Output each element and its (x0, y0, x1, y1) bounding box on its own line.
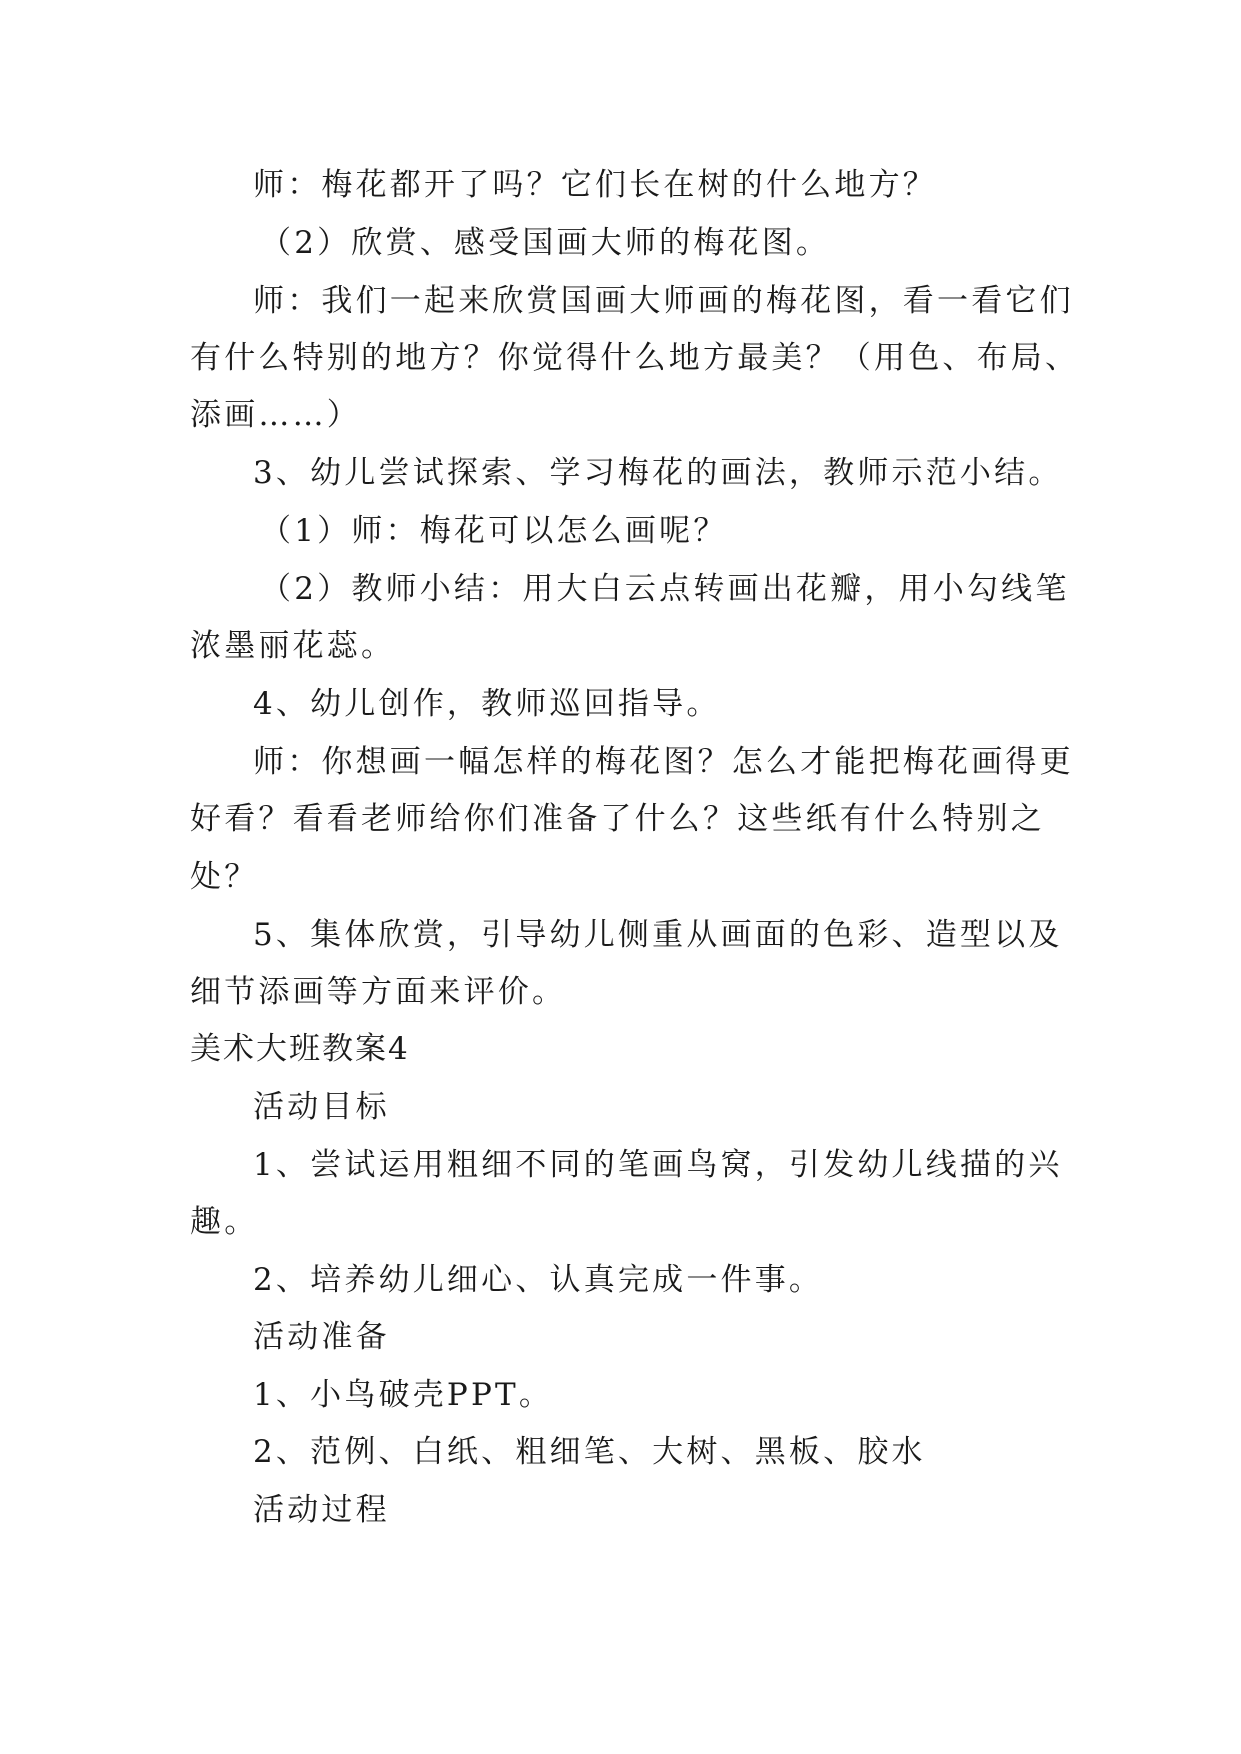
subsection-heading: 活动准备 (253, 1319, 390, 1355)
subsection-heading: 活动目标 (253, 1089, 390, 1125)
paragraph-line: 浓墨丽花蕊。 (190, 628, 396, 664)
paragraph-line: 师：我们一起来欣赏国画大师画的梅花图，看一看它们 (253, 283, 1074, 319)
paragraph-line: 5、集体欣赏，引导幼儿侧重从画面的色彩、造型以及 (253, 917, 1063, 953)
paragraph-line: 处？ (190, 859, 259, 895)
paragraph-line: 1、尝试运用粗细不同的笔画鸟窝，引发幼儿线描的兴 (253, 1147, 1063, 1183)
paragraph-line: 师：你想画一幅怎样的梅花图？怎么才能把梅花画得更 (253, 744, 1074, 780)
paragraph-line: 有什么特别的地方？你觉得什么地方最美？（用色、布局、 (190, 340, 1080, 376)
paragraph-line: （2）欣赏、感受国画大师的梅花图。 (260, 225, 831, 261)
paragraph-line: 1、小鸟破壳PPT。 (253, 1377, 554, 1413)
paragraph-line: 4、幼儿创作，教师巡回指导。 (253, 686, 721, 722)
paragraph-line: 趣。 (190, 1204, 259, 1240)
paragraph-line: 细节添画等方面来评价。 (190, 974, 567, 1010)
paragraph-line: 2、范例、白纸、粗细笔、大树、黑板、胶水 (253, 1434, 926, 1470)
paragraph-line: 2、培养幼儿细心、认真完成一件事。 (253, 1262, 824, 1298)
paragraph-line: （2）教师小结：用大白云点转画出花瓣，用小勾线笔 (260, 571, 1070, 607)
paragraph-line: 3、幼儿尝试探索、学习梅花的画法，教师示范小结。 (253, 455, 1063, 491)
paragraph-line: 师：梅花都开了吗？它们长在树的什么地方？ (253, 167, 937, 203)
paragraph-line: （1）师：梅花可以怎么画呢？ (260, 513, 728, 549)
paragraph-line: 好看？看看老师给你们准备了什么？这些纸有什么特别之 (190, 801, 1045, 837)
paragraph-line: 添画……） (190, 397, 361, 433)
section-heading: 美术大班教案4 (190, 1031, 410, 1067)
subsection-heading: 活动过程 (253, 1492, 390, 1528)
